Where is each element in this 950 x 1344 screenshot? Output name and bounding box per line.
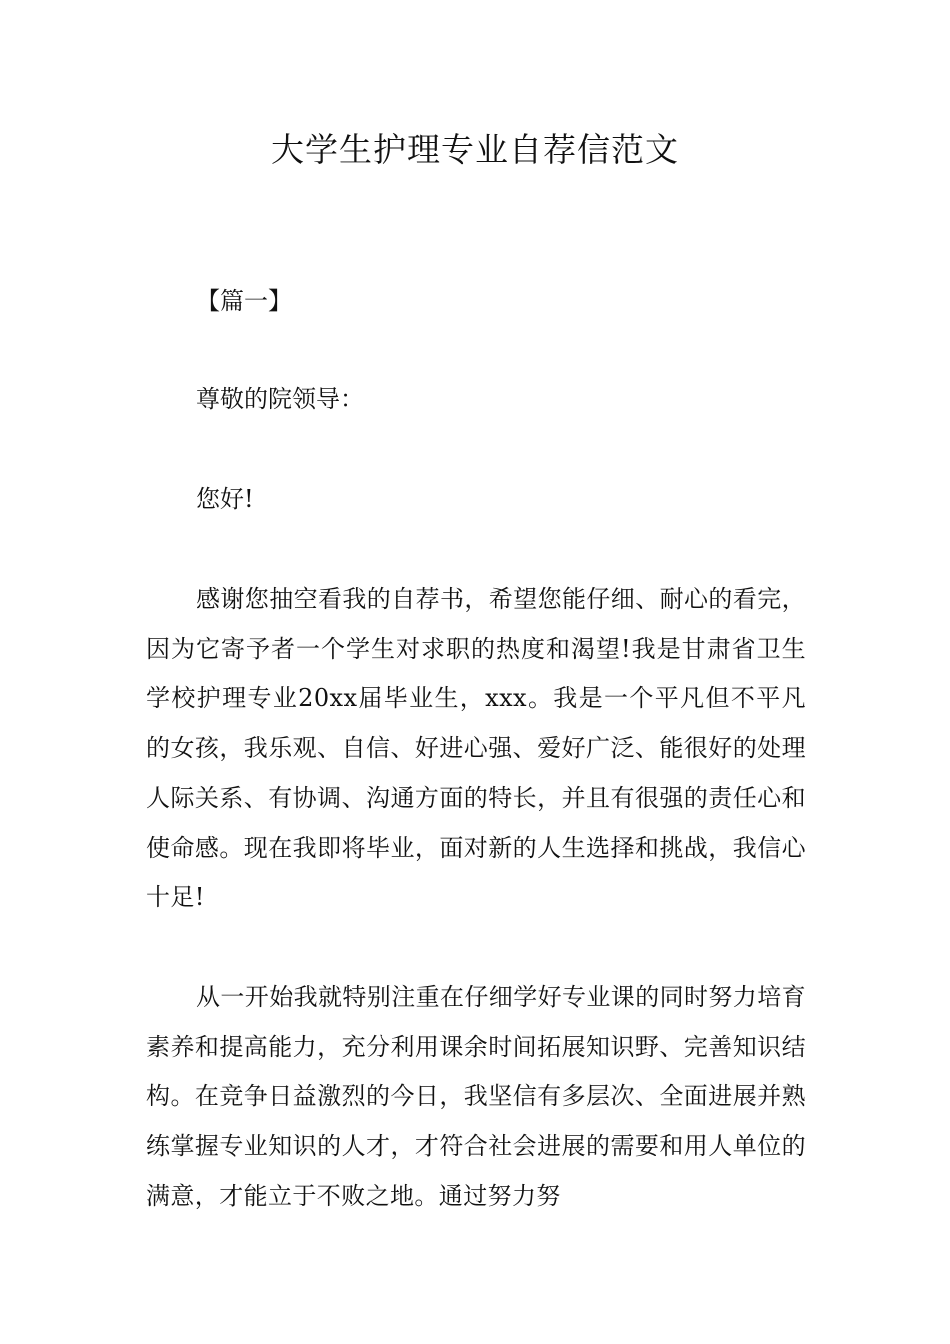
greeting: 您好! [196, 485, 254, 513]
section-label: 【篇一】 [196, 287, 292, 315]
body-paragraph-2: 从一开始我就特别注重在仔细学好专业课的同时努力培育素养和提高能力，充分利用课余时间拓展知识野、完善知识结构。在竞争日益激烈的今日，我坚信有多层次、全面进展并熟练掌握专业知识的人才，才符合社会进展的需要和用人单位的满意，才能立于不败之地。通过努力努 [146, 983, 806, 1210]
salutation: 尊敬的院领导： [196, 385, 364, 413]
document-title: 大学生护理专业自荐信范文 [271, 130, 679, 169]
body-paragraph-1: 感谢您抽空看我的自荐书，希望您能仔细、耐心的看完，因为它寄予者一个学生对求职的热度和渴望!我是甘肃省卫生学校护理专业20xx届毕业生，xxx。我是一个平凡但不平凡的女孩，我乐观、自信、好进心强、爱好广泛、能很好的处理人际关系、有协调、沟通方面的特长，并且有很强的责任心和使命感。现在我即将毕业，面对新的人生选择和挑战，我信心十足! [146, 585, 806, 912]
